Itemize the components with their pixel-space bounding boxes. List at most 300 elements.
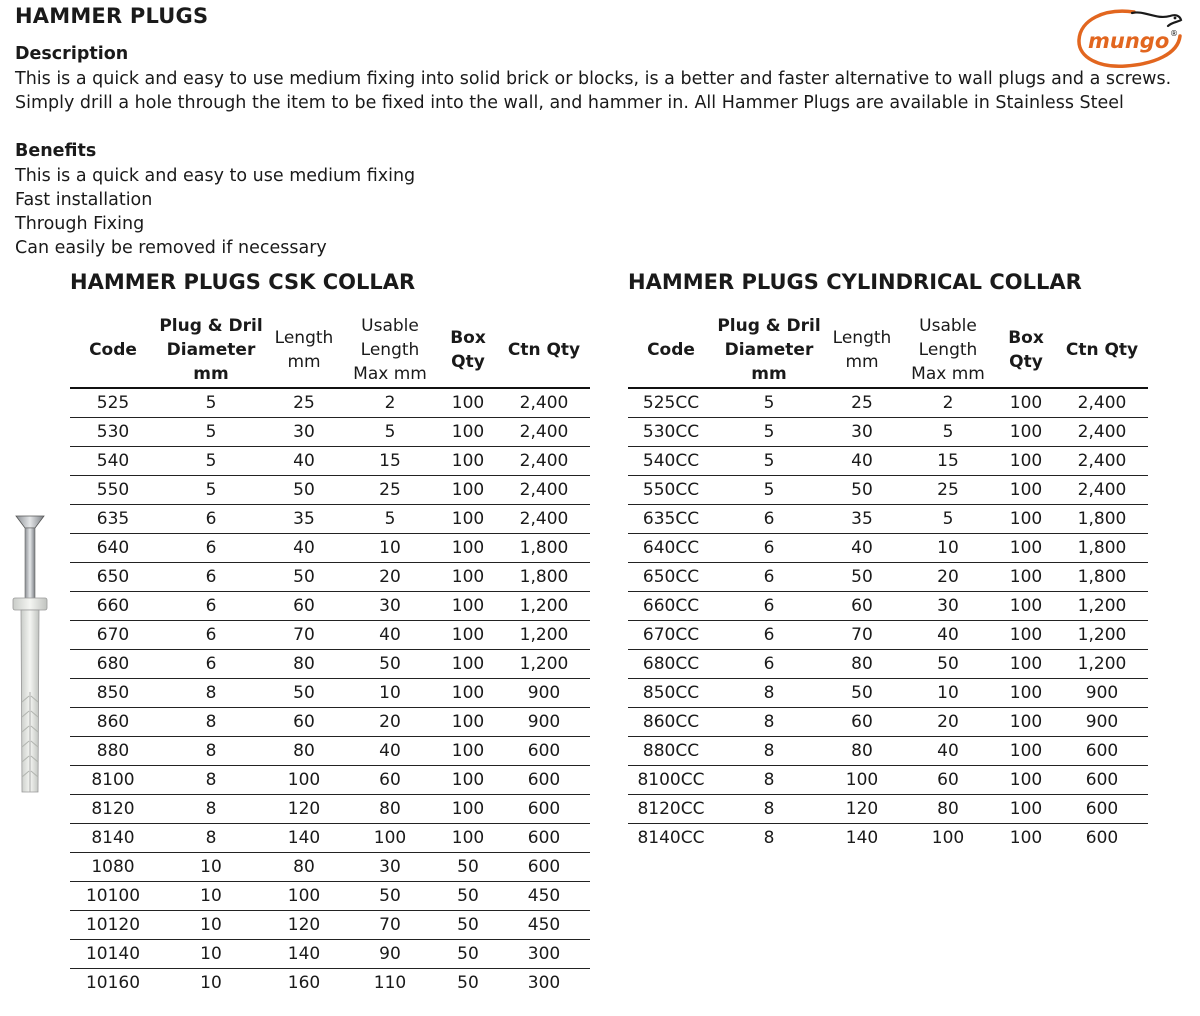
table-cell: 140 [287, 828, 321, 848]
table-row [70, 534, 590, 563]
column-header-line: mm [193, 364, 229, 384]
table-cell: 100 [451, 683, 485, 703]
table-cell: 635CC [642, 509, 700, 529]
table-cell: 110 [373, 973, 407, 993]
table-cell: 900 [1085, 683, 1119, 703]
table-cell: 5 [205, 451, 217, 471]
logo-registered-mark: ® [1170, 29, 1178, 38]
table-cell: 35 [851, 509, 873, 529]
logo-text: mungo [1088, 29, 1170, 53]
table-row [628, 824, 1148, 852]
table-cell: 50 [457, 857, 479, 877]
table-cell: 5 [205, 422, 217, 442]
table-header-row [628, 313, 1148, 389]
table-row [70, 969, 590, 997]
table-cell: 100 [1009, 538, 1043, 558]
table-cell: 100 [1009, 451, 1043, 471]
table-cell: 900 [527, 683, 561, 703]
table-cell: 600 [527, 741, 561, 761]
table-cell: 6 [763, 625, 775, 645]
column-header-line: Qty [1009, 352, 1043, 372]
table-row [628, 418, 1148, 447]
table-cell: 8 [205, 712, 217, 732]
table-row [628, 795, 1148, 824]
table-row [70, 476, 590, 505]
table-cell: 100 [451, 567, 485, 587]
table-row [628, 476, 1148, 505]
table-row [70, 679, 590, 708]
column-header-line: Length [360, 340, 420, 360]
table-cell: 10140 [85, 944, 141, 964]
table-cell: 8 [763, 683, 775, 703]
table-cell: 525CC [642, 393, 700, 413]
table-cell: 600 [1085, 799, 1119, 819]
table-cell: 100 [451, 393, 485, 413]
table-row [70, 853, 590, 882]
table-cell: 1,200 [519, 625, 569, 645]
table-cell: 100 [287, 770, 321, 790]
table-row [70, 911, 590, 940]
table-cell: 550CC [642, 480, 700, 500]
table-row [70, 882, 590, 911]
table-cell: 100 [1009, 683, 1043, 703]
table-cell: 20 [379, 712, 401, 732]
table-cell: 8 [205, 828, 217, 848]
table-cell: 120 [845, 799, 879, 819]
table-cell: 2,400 [519, 480, 569, 500]
table-cell: 100 [451, 422, 485, 442]
table-cell: 5 [763, 451, 775, 471]
table-cell: 30 [379, 857, 401, 877]
table-cell: 1,800 [1077, 567, 1127, 587]
table-cell: 100 [451, 770, 485, 790]
table-cell: 10 [200, 973, 222, 993]
table-cell: 8 [763, 741, 775, 761]
table-cell: 680CC [642, 654, 700, 674]
table-cell: 2,400 [1077, 393, 1127, 413]
table-cell: 6 [205, 509, 217, 529]
csk-collar-table [70, 313, 590, 997]
table-cell: 635 [96, 509, 130, 529]
column-header [342, 314, 438, 386]
benefit-item: Through Fixing [15, 214, 145, 234]
table-cell: 80 [851, 654, 873, 674]
column-header [900, 314, 996, 386]
table-cell: 70 [293, 625, 315, 645]
table-cell: 2 [942, 393, 954, 413]
table-cell: 90 [379, 944, 401, 964]
column-header [714, 314, 824, 386]
table-cell: 8100CC [637, 770, 705, 790]
benefit-item: Can easily be removed if necessary [15, 238, 327, 258]
hammer-plug-image [10, 512, 50, 798]
description-line-2: Simply drill a hole through the item to be fixed into the wall, and hammer in. All Hammer Plugs are available in Stainless Steel [15, 93, 1124, 113]
table-cell: 25 [379, 480, 401, 500]
table-cell: 100 [931, 828, 965, 848]
table-cell: 50 [457, 915, 479, 935]
table-cell: 50 [851, 480, 873, 500]
table-cell: 60 [379, 770, 401, 790]
table-cell: 80 [293, 741, 315, 761]
table-cell: 900 [1085, 712, 1119, 732]
table-cell: 1,200 [519, 654, 569, 674]
table-row [628, 621, 1148, 650]
table-cell: 680 [96, 654, 130, 674]
table-cell: 120 [287, 915, 321, 935]
table-cell: 100 [451, 509, 485, 529]
table-cell: 10 [200, 944, 222, 964]
table-cell: 5 [384, 422, 396, 442]
table-cell: 60 [293, 596, 315, 616]
table-cell: 100 [1009, 828, 1043, 848]
table-cell: 80 [937, 799, 959, 819]
table-cell: 6 [205, 625, 217, 645]
table-cell: 15 [937, 451, 959, 471]
table-cell: 8 [205, 799, 217, 819]
table-cell: 5 [205, 393, 217, 413]
table-cell: 40 [937, 625, 959, 645]
table-cell: 600 [1085, 770, 1119, 790]
table-cell: 40 [293, 451, 315, 471]
table-cell: 100 [845, 770, 879, 790]
table-cell: 100 [451, 654, 485, 674]
column-header-line: Usable [919, 316, 977, 336]
table-cell: 880CC [642, 741, 700, 761]
table-cell: 100 [451, 625, 485, 645]
table-cell: 100 [451, 712, 485, 732]
table-cell: 60 [937, 770, 959, 790]
table-cell: 30 [293, 422, 315, 442]
description-heading: Description [15, 44, 129, 64]
table-cell: 20 [937, 567, 959, 587]
table-cell: 850 [96, 683, 130, 703]
table-cell: 1,800 [1077, 538, 1127, 558]
column-header [628, 338, 714, 362]
table-cell: 10 [937, 538, 959, 558]
table-row [628, 650, 1148, 679]
table-row [70, 795, 590, 824]
table-row [70, 505, 590, 534]
table-row [628, 563, 1148, 592]
table-cell: 50 [851, 683, 873, 703]
table-cell: 860CC [642, 712, 700, 732]
table-cell: 50 [937, 654, 959, 674]
table-cell: 20 [937, 712, 959, 732]
table-cell: 660 [96, 596, 130, 616]
table-cell: 670CC [642, 625, 700, 645]
table-row [70, 621, 590, 650]
column-header-line: Code [647, 340, 695, 360]
table-cell: 8 [205, 770, 217, 790]
cylindrical-table-title: HAMMER PLUGS CYLINDRICAL COLLAR [628, 270, 1082, 294]
table-cell: 50 [457, 944, 479, 964]
table-cell: 15 [379, 451, 401, 471]
csk-table-title: HAMMER PLUGS CSK COLLAR [70, 270, 416, 294]
table-cell: 100 [1009, 625, 1043, 645]
column-header-line: mm [751, 364, 787, 384]
table-cell: 100 [1009, 509, 1043, 529]
table-cell: 5 [763, 393, 775, 413]
table-cell: 80 [293, 857, 315, 877]
column-header-line: Plug & Dril [159, 316, 263, 336]
column-header-line: Box [1008, 328, 1044, 348]
column-header-line: Plug & Dril [717, 316, 821, 336]
table-row [70, 447, 590, 476]
table-row [628, 447, 1148, 476]
table-cell: 100 [1009, 393, 1043, 413]
table-cell: 100 [451, 741, 485, 761]
table-cell: 50 [293, 683, 315, 703]
column-header-line: Ctn Qty [1065, 340, 1139, 360]
table-cell: 600 [527, 857, 561, 877]
table-cell: 100 [1009, 567, 1043, 587]
table-cell: 450 [527, 915, 561, 935]
table-cell: 660CC [642, 596, 700, 616]
table-cell: 100 [373, 828, 407, 848]
table-cell: 100 [1009, 770, 1043, 790]
table-cell: 10 [937, 683, 959, 703]
table-cell: 8 [205, 683, 217, 703]
column-header [266, 326, 342, 374]
table-cell: 8140CC [637, 828, 705, 848]
table-cell: 2,400 [519, 393, 569, 413]
table-cell: 100 [451, 538, 485, 558]
table-cell: 600 [1085, 828, 1119, 848]
table-cell: 50 [457, 886, 479, 906]
table-cell: 600 [527, 828, 561, 848]
column-header [70, 338, 156, 362]
table-row [628, 534, 1148, 563]
table-cell: 2,400 [1077, 480, 1127, 500]
table-cell: 8 [763, 828, 775, 848]
table-cell: 100 [451, 596, 485, 616]
table-row [70, 824, 590, 853]
table-cell: 20 [379, 567, 401, 587]
table-cell: 1,800 [519, 567, 569, 587]
table-cell: 5 [763, 480, 775, 500]
table-cell: 6 [763, 596, 775, 616]
table-cell: 6 [205, 654, 217, 674]
table-cell: 2,400 [519, 451, 569, 471]
table-cell: 100 [1009, 799, 1043, 819]
table-cell: 650CC [642, 567, 700, 587]
table-cell: 600 [527, 799, 561, 819]
table-cell: 30 [379, 596, 401, 616]
table-cell: 100 [1009, 654, 1043, 674]
table-cell: 40 [293, 538, 315, 558]
table-cell: 50 [379, 886, 401, 906]
table-cell: 6 [763, 654, 775, 674]
column-header-line: mm [287, 352, 321, 372]
mungo-logo [1074, 6, 1186, 72]
table-row [70, 708, 590, 737]
table-cell: 160 [287, 973, 321, 993]
column-header-line: Box [450, 328, 486, 348]
table-cell: 8 [763, 770, 775, 790]
table-cell: 40 [379, 741, 401, 761]
column-header-line: Diameter [724, 340, 814, 360]
table-cell: 100 [1009, 480, 1043, 500]
column-header-line: Max mm [353, 364, 427, 384]
table-cell: 850CC [642, 683, 700, 703]
table-cell: 25 [293, 393, 315, 413]
table-cell: 50 [379, 654, 401, 674]
table-cell: 10 [200, 915, 222, 935]
column-header [156, 314, 266, 386]
column-header [438, 326, 498, 374]
table-cell: 80 [379, 799, 401, 819]
table-cell: 50 [851, 567, 873, 587]
table-cell: 100 [1009, 422, 1043, 442]
table-cell: 8 [763, 799, 775, 819]
table-cell: 6 [763, 538, 775, 558]
table-cell: 600 [527, 770, 561, 790]
table-cell: 40 [379, 625, 401, 645]
table-cell: 100 [451, 451, 485, 471]
table-header-row [70, 313, 590, 389]
table-cell: 100 [287, 886, 321, 906]
table-cell: 50 [457, 973, 479, 993]
table-cell: 300 [527, 973, 561, 993]
table-cell: 300 [527, 944, 561, 964]
table-cell: 40 [937, 741, 959, 761]
table-cell: 8 [763, 712, 775, 732]
column-header-line: Length [832, 328, 892, 348]
table-cell: 880 [96, 741, 130, 761]
column-header-line: Ctn Qty [507, 340, 581, 360]
table-cell: 5 [205, 480, 217, 500]
table-cell: 60 [851, 712, 873, 732]
column-header-line: Diameter [166, 340, 256, 360]
table-cell: 6 [763, 567, 775, 587]
table-cell: 600 [1085, 741, 1119, 761]
table-row [70, 592, 590, 621]
column-header-line: Usable [361, 316, 419, 336]
table-cell: 1,800 [1077, 509, 1127, 529]
table-cell: 50 [293, 567, 315, 587]
table-cell: 40 [851, 451, 873, 471]
table-row [70, 418, 590, 447]
table-cell: 60 [851, 596, 873, 616]
table-row [70, 737, 590, 766]
table-cell: 2,400 [1077, 422, 1127, 442]
table-cell: 140 [287, 944, 321, 964]
table-row [70, 389, 590, 418]
table-cell: 10 [379, 538, 401, 558]
page-title: HAMMER PLUGS [15, 4, 209, 28]
table-cell: 5 [384, 509, 396, 529]
table-cell: 30 [851, 422, 873, 442]
table-cell: 70 [851, 625, 873, 645]
table-cell: 5 [763, 422, 775, 442]
table-cell: 10160 [85, 973, 141, 993]
table-cell: 6 [205, 538, 217, 558]
table-cell: 100 [1009, 596, 1043, 616]
table-row [70, 563, 590, 592]
table-cell: 640 [96, 538, 130, 558]
column-header [996, 326, 1056, 374]
table-row [628, 592, 1148, 621]
table-cell: 900 [527, 712, 561, 732]
table-cell: 30 [937, 596, 959, 616]
table-cell: 35 [293, 509, 315, 529]
table-cell: 10100 [85, 886, 141, 906]
table-cell: 100 [451, 480, 485, 500]
table-cell: 10120 [85, 915, 141, 935]
table-cell: 80 [851, 741, 873, 761]
column-header-line: Qty [451, 352, 485, 372]
table-cell: 450 [527, 886, 561, 906]
table-cell: 1,200 [1077, 625, 1127, 645]
table-cell: 100 [451, 799, 485, 819]
table-cell: 530CC [642, 422, 700, 442]
table-cell: 550 [96, 480, 130, 500]
column-header-line: Max mm [911, 364, 985, 384]
column-header [498, 338, 590, 362]
column-header-line: Code [89, 340, 137, 360]
table-cell: 6 [205, 596, 217, 616]
table-row [70, 650, 590, 679]
table-cell: 860 [96, 712, 130, 732]
table-cell: 1080 [91, 857, 135, 877]
table-cell: 8140 [91, 828, 135, 848]
table-cell: 540CC [642, 451, 700, 471]
table-cell: 650 [96, 567, 130, 587]
table-cell: 8 [205, 741, 217, 761]
column-header-line: mm [845, 352, 879, 372]
table-cell: 670 [96, 625, 130, 645]
table-cell: 100 [451, 828, 485, 848]
table-row [70, 766, 590, 795]
table-cell: 25 [851, 393, 873, 413]
table-row [70, 940, 590, 969]
table-row [628, 679, 1148, 708]
table-cell: 1,800 [519, 538, 569, 558]
table-cell: 8120 [91, 799, 135, 819]
table-cell: 10 [379, 683, 401, 703]
benefits-heading: Benefits [15, 141, 97, 161]
table-cell: 100 [1009, 712, 1043, 732]
table-cell: 8120CC [637, 799, 705, 819]
column-header [1056, 338, 1148, 362]
table-cell: 6 [763, 509, 775, 529]
table-cell: 525 [96, 393, 130, 413]
table-row [628, 505, 1148, 534]
table-cell: 70 [379, 915, 401, 935]
table-cell: 6 [205, 567, 217, 587]
column-header-line: Length [274, 328, 334, 348]
cylindrical-collar-table [628, 313, 1148, 852]
table-cell: 50 [293, 480, 315, 500]
table-cell: 5 [942, 509, 954, 529]
column-header-line: Length [918, 340, 978, 360]
table-cell: 540 [96, 451, 130, 471]
table-cell: 2 [384, 393, 396, 413]
table-cell: 530 [96, 422, 130, 442]
table-cell: 1,200 [1077, 654, 1127, 674]
table-cell: 5 [942, 422, 954, 442]
table-cell: 80 [293, 654, 315, 674]
table-cell: 10 [200, 857, 222, 877]
table-cell: 10 [200, 886, 222, 906]
table-row [628, 766, 1148, 795]
table-cell: 40 [851, 538, 873, 558]
table-cell: 1,200 [1077, 596, 1127, 616]
table-cell: 1,200 [519, 596, 569, 616]
table-row [628, 389, 1148, 418]
table-row [628, 737, 1148, 766]
table-cell: 640CC [642, 538, 700, 558]
